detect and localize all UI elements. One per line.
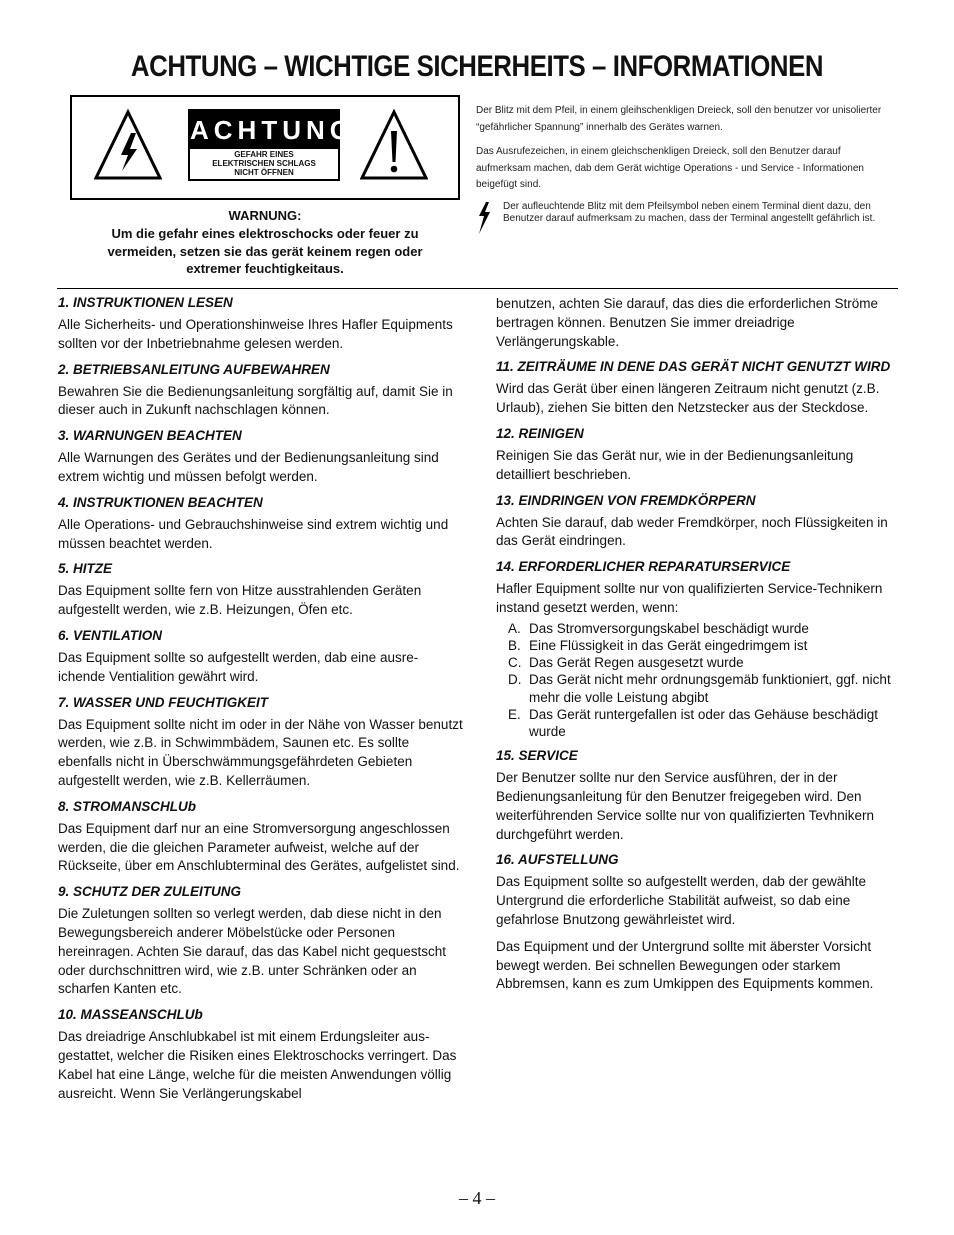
- repair-conditions-list: [496, 620, 900, 740]
- section-text: Bewahren Sie die Bedienungsanleitung sorgfältig auf, damit Sie in dieser auch in Zukunft nachschlagen können.: [58, 383, 453, 418]
- section-heading: 4. INSTRUKTIONEN BEACHTEN: [58, 494, 263, 510]
- section-text: Das Equipment darf nur an eine Stromversorgung angeschlossen werden, die die gleichen Parameter aufweist, welche auf der Rückseite, über em Anschlubterminal des Gerätes, aufgelistet sind.: [58, 820, 460, 874]
- section-heading: 16. AUFSTELLUNG: [496, 852, 619, 868]
- section-2: [58, 362, 464, 421]
- exclamation-warning-icon: [360, 109, 428, 181]
- section-text: Alle Operations- und Gebrauchshinweise sind extrem wichtig und müssen beachtet werden.: [58, 516, 449, 551]
- section-heading: 7. WASSER UND FEUCHTIGKEIT: [58, 694, 269, 710]
- section-heading: 14. ERFORDERLICHER REPARATURSERVICE: [496, 559, 791, 575]
- divider: [57, 288, 898, 289]
- achtung-label: [188, 109, 355, 181]
- lightning-warning-icon: [94, 109, 162, 181]
- section-heading: 6. VENTILATION: [58, 627, 163, 643]
- section-text: Reinigen Sie das Gerät nur, wie in der Bedienungsanleitung detailliert beschrieben.: [496, 447, 854, 482]
- section-heading: 12. REINIGEN: [496, 425, 584, 441]
- section-10-continued: benutzen, achten Sie darauf, das dies die erforderlichen Ströme bertragen können. Benutzen Sie immer dreiadrige Verlängerungskable.: [496, 296, 878, 349]
- section-7: [58, 695, 464, 791]
- list-item: D. Das Gerät nicht mehr ordnungsgemäb funktioniert, ggf. nicht mehr die volle Leistung abgibt: [508, 672, 891, 705]
- section-text: Das dreiadrige Anschlubkabel ist mit einem Erdungsleiter aus-gestattet, welcher die Risiken eines Elektroschocks verringert. Das Kabel hat eine Länge, welche für die meisten Anwendungen völlig ausreicht. Wenn Sie Verlängerungskabel: [58, 1029, 457, 1101]
- section-heading: 13. EINDRINGEN VON FREMDKÖRPERN: [496, 492, 756, 508]
- section-text: Hafler Equipment sollte nur von qualifizierten Service-Technikern instand gesetzt werden, wenn:: [496, 581, 883, 615]
- section-text: Die Zuletungen sollten so verlegt werden, dab diese nicht in den Bewegungsbereich anderer Möbelstücke oder Personen hereinragen. Achten Sie darauf, das das Kabel nicht gequestscht oder durchschnittren wird, wie z.B. unter Schränken oder an scharfen Kanten etc.: [58, 906, 447, 997]
- section-9: [58, 884, 464, 999]
- list-item: B. Eine Flüssigkeit in das Gerät eingedrimgem ist: [508, 637, 808, 653]
- list-item: E. Das Gerät runtergefallen ist oder das Gehäuse beschädigt wurde: [508, 706, 878, 739]
- page-number: – 4 –: [459, 1188, 495, 1208]
- section-text: Alle Sicherheits- und Operationshinweise Ihres Hafler Equipments sollten vor der Inbetriebnahme gelesen werden.: [58, 317, 453, 351]
- right-column: [496, 295, 900, 1002]
- terminal-lightning-icon: [476, 202, 492, 234]
- section-10: [58, 1007, 464, 1103]
- section-text: Alle Warnungen des Gerätes und der Bedienungsanleitung sind extrem wichtig und müssen befolgt werden.: [58, 450, 439, 484]
- achtung-heading: ACHTUNG: [190, 111, 338, 149]
- section-heading: 11. ZEITRÄUME IN DENE DAS GERÄT NICHT GENUTZT WIRD: [496, 359, 891, 375]
- warnung-title: WARNUNG:: [228, 208, 302, 223]
- section-text: Der Benutzer sollte nur den Service ausführen, der in der Bedienungsanleitung für den Benutzer freigegeben wird. Den weiterführenden Service sollte nur von qualifizierten Tevhnikern durchgeführt werden.: [496, 770, 874, 842]
- section-heading: 5. HITZE: [58, 561, 113, 577]
- warning-label-box: [70, 95, 460, 200]
- section-text: Achten Sie darauf, dab weder Fremdkörper, noch Flüssigkeiten in das Gerät eindringen.: [496, 514, 888, 549]
- achtung-subtext: GEFAHR EINES ELEKTRISCHEN SCHLAGS NICHT ÖFFNEN: [212, 150, 316, 177]
- section-4: [58, 495, 464, 554]
- section-1: [58, 295, 464, 354]
- section-heading: 3. WARNUNGEN BEACHTEN: [58, 428, 242, 444]
- section-15: [496, 748, 900, 844]
- section-text: Das Equipment sollte so aufgestellt werden, dab eine ausre-ichende Ventialition gewährt wird.: [58, 649, 419, 684]
- section-16: [496, 852, 900, 994]
- section-12: [496, 426, 900, 485]
- section-14: [496, 559, 900, 740]
- section-3: [58, 428, 464, 487]
- section-text: Das Equipment sollte nicht im oder in der Nähe von Wasser benutzt werden, wie z.B. in Schwimmbädem, Saunen etc. Es sollte ebenfalls nicht in Überschwämmungsgefährdeten Gebieten aufgestellt werden, wie z.B. Kellerräumen.: [58, 716, 463, 788]
- section-heading: 1. INSTRUKTIONEN LESEN: [58, 295, 233, 310]
- list-item: C. Das Gerät Regen ausgesetzt wurde: [508, 655, 744, 671]
- page-title: ACHTUNG – WICHTIGE SICHERHEITS – INFORMATIONEN: [130, 50, 824, 83]
- section-5: [58, 561, 464, 620]
- blitz-explanation: Der Blitz mit dem Pfeil, in einem gleihschenkligen Dreieck, soll den benutzer vor unisolierter “gefährlicher Spannung” innerhalb des Gerätes warnen.: [476, 105, 882, 133]
- section-text-extra: Das Equipment und der Untergrund sollte mit äberster Vorsicht bewegt werden. Bei schnellen Bewegungen oder starkem Abbremsen, kann es zum Umkippen des Equipments kommen.: [496, 938, 874, 992]
- section-text: Wird das Gerät über einen längeren Zeitraum nicht genutzt (z.B. Urlaub), ziehen Sie bitten den Netzstecker aus der Steckdose.: [496, 381, 880, 416]
- section-heading: 15. SERVICE: [496, 748, 578, 764]
- section-heading: 8. STROMANSCHLUb: [58, 798, 196, 814]
- left-column: [58, 295, 464, 1111]
- section-11: [496, 359, 900, 418]
- section-heading: 10. MASSEANSCHLUb: [58, 1007, 203, 1023]
- section-heading: 2. BETRIEBSANLEITUNG AUFBEWAHREN: [58, 361, 330, 377]
- section-text: Das Equipment sollte so aufgestellt werden, dab der gewählte Untergrund die erforderliche Stabilität aufweist, so dab eine gefahrlose Bnutzong gewährleistet wird.: [496, 874, 866, 927]
- section-13: [496, 493, 900, 552]
- terminal-explanation: Der aufleuchtende Blitz mit dem Pfeilsymbol neben einem Terminal dient dazu, den Benutzer darauf aufmerksam zu machen, dass der Terminal angestellt gefährlich ist.: [503, 201, 876, 224]
- warnung-text: Um die gefahr eines elektroschocks oder feuer zu vermeiden, setzen sie das gerät keinem regen oder extremer feuchtigkeitaus.: [107, 226, 423, 276]
- section-heading: 9. SCHUTZ DER ZULEITUNG: [58, 884, 242, 900]
- section-8: [58, 799, 464, 876]
- section-6: [58, 628, 464, 687]
- section-text: Das Equipment sollte fern von Hitze ausstrahlenden Geräten aufgestellt werden, wie z.B. Heizungen, Öfen etc.: [58, 583, 422, 618]
- ausrufe-explanation: Das Ausrufezeichen, in einem gleichschenkligen Dreieck, soll den Benutzer darauf aufmerksam machen, dab dem Gerät wichtige Operations - und Service - Informationen beigefügt sind.: [476, 146, 864, 190]
- list-item: A. Das Stromversorgungskabel beschädigt wurde: [508, 620, 809, 636]
